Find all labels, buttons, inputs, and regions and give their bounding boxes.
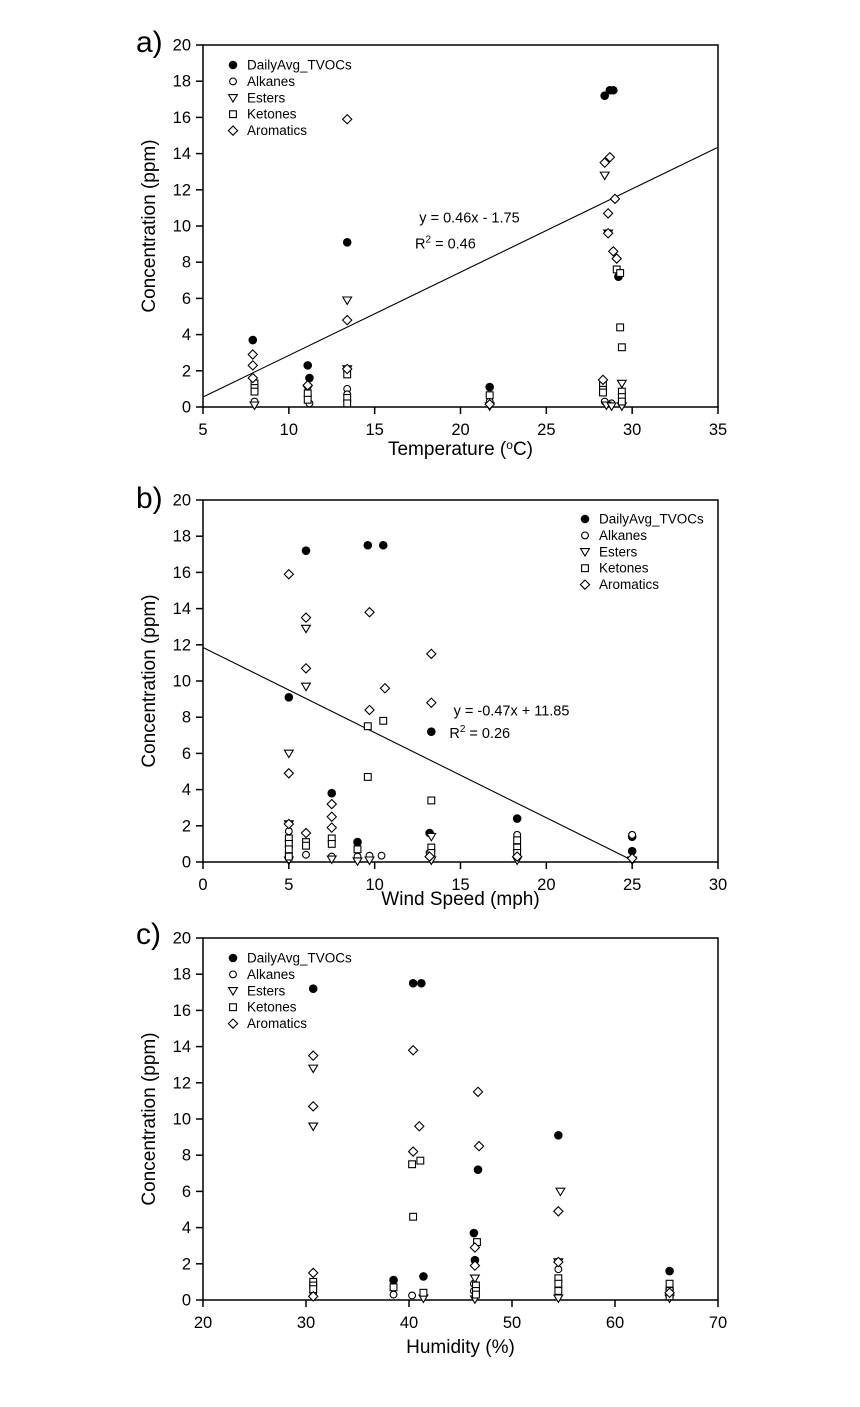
trendline-equation: y = -0.47x + 11.85 — [453, 703, 570, 720]
data-point — [617, 270, 624, 277]
data-point — [600, 172, 609, 179]
data-point — [554, 1295, 563, 1302]
data-point — [419, 1272, 428, 1281]
x-tick-label: 5 — [198, 421, 208, 439]
legend-label: Alkanes — [247, 966, 296, 982]
data-point — [415, 1122, 424, 1131]
x-axis-title-a-text: Temperature ( — [387, 439, 507, 460]
square-legend-icon — [230, 1004, 237, 1011]
data-point — [248, 350, 257, 359]
data-point — [600, 389, 607, 396]
y-tick-label: 6 — [181, 1182, 191, 1201]
y-tick-label: 14 — [172, 600, 191, 619]
data-point — [354, 846, 361, 853]
data-point — [420, 1289, 427, 1296]
series-esters — [250, 172, 626, 410]
y-tick-label: 16 — [172, 1001, 191, 1020]
data-point — [304, 396, 311, 403]
data-point — [364, 723, 371, 730]
y-tick-label: 12 — [172, 181, 191, 200]
data-point — [428, 797, 435, 804]
panel-a — [173, 37, 728, 440]
x-axis-title-a-unit: C) — [512, 439, 534, 460]
y-tick-label: 18 — [172, 72, 191, 91]
open-circle-legend-icon — [230, 78, 237, 85]
data-point — [353, 838, 362, 847]
y-tick-label: 20 — [172, 491, 191, 510]
panel-b — [173, 492, 728, 895]
y-tick-label: 4 — [181, 781, 191, 800]
x-tick-label: 50 — [502, 1314, 522, 1332]
y-tick-label: 8 — [181, 1146, 191, 1165]
data-point — [473, 1291, 480, 1298]
legend-label: Ketones — [247, 999, 297, 1015]
y-tick-label: 16 — [172, 563, 191, 582]
x-axis-title-a — [203, 438, 718, 462]
y-tick-label: 2 — [181, 1255, 191, 1274]
legend-label: Esters — [247, 90, 286, 106]
data-point — [427, 649, 436, 658]
data-point — [409, 1161, 416, 1168]
y-tick-label: 4 — [181, 326, 191, 345]
data-point — [618, 344, 625, 351]
y-axis-title-a: Concentration (ppm) — [139, 139, 160, 313]
data-point — [555, 1288, 562, 1295]
x-tick-label: 20 — [193, 1314, 213, 1332]
data-point — [301, 828, 310, 837]
y-tick-label: 2 — [181, 817, 191, 836]
data-point — [343, 316, 352, 325]
data-point — [284, 570, 293, 579]
y-axis-title-c: Concentration (ppm) — [139, 1032, 160, 1206]
data-point — [609, 86, 618, 95]
panel-a-letter: a) — [136, 26, 163, 59]
data-point — [409, 1147, 418, 1156]
data-point — [555, 1280, 562, 1287]
legend-label: DailyAvg_TVOCs — [599, 511, 704, 527]
data-point — [665, 1267, 674, 1276]
series-esters — [309, 1065, 674, 1303]
data-point — [328, 841, 335, 848]
data-point — [474, 1165, 483, 1174]
x-tick-label: 40 — [399, 1314, 419, 1332]
data-point — [409, 1292, 416, 1299]
x-axis-title-c — [203, 1336, 718, 1360]
data-point — [327, 789, 336, 798]
y-tick-label: 14 — [172, 1038, 191, 1057]
y-tick-label: 18 — [172, 965, 191, 984]
x-tick-label: 15 — [451, 876, 470, 894]
data-point — [248, 336, 257, 345]
data-point — [617, 324, 624, 331]
diamond-legend-icon — [228, 126, 237, 135]
data-point — [364, 774, 371, 781]
legend-label: Esters — [247, 983, 286, 999]
series-dailyavg-tvocs — [309, 979, 674, 1293]
data-point — [302, 625, 311, 632]
y-tick-label: 12 — [172, 1074, 191, 1093]
data-point — [410, 1213, 417, 1220]
y-tick-label: 8 — [181, 708, 191, 727]
data-point — [285, 853, 292, 860]
data-point — [365, 608, 374, 617]
legend-label: Aromatics — [599, 577, 660, 593]
legend-label: Aromatics — [247, 123, 308, 139]
x-tick-label: 5 — [284, 876, 294, 894]
x-axis-title-b — [203, 888, 718, 912]
x-tick-label: 30 — [622, 421, 642, 439]
data-point — [365, 857, 374, 864]
data-point — [390, 1284, 397, 1291]
x-tick-label: 15 — [365, 421, 384, 439]
panel-c-letter: c) — [136, 918, 161, 951]
series-aromatics — [309, 1046, 675, 1301]
y-tick-label: 20 — [172, 36, 191, 55]
data-point — [389, 1276, 398, 1285]
data-point — [554, 1207, 563, 1216]
legend-label: DailyAvg_TVOCs — [247, 57, 352, 73]
data-point — [409, 979, 418, 988]
x-tick-label: 0 — [198, 876, 208, 894]
trendline-equation: y = 0.46x - 1.75 — [419, 210, 520, 227]
r-squared-value: $R^2 = 0.26$ — [449, 724, 511, 743]
x-tick-label: 30 — [296, 1314, 316, 1332]
legend-label: Esters — [599, 544, 638, 560]
square-legend-icon — [582, 565, 589, 572]
x-axis-title-b-text: Wind Speed (mph) — [381, 889, 540, 910]
data-point — [327, 812, 336, 821]
data-point — [248, 361, 257, 370]
triangle-down-legend-icon — [229, 988, 238, 995]
data-point — [380, 717, 387, 724]
legend-label: Ketones — [599, 560, 649, 576]
diamond-legend-icon — [228, 1019, 237, 1028]
data-point — [390, 1291, 397, 1298]
data-point — [343, 115, 352, 124]
series-esters — [284, 625, 636, 865]
y-tick-label: 2 — [181, 362, 191, 381]
data-point — [303, 361, 312, 370]
data-point — [309, 1051, 318, 1060]
data-point — [604, 209, 613, 218]
y-tick-label: 0 — [181, 398, 191, 417]
data-point — [251, 388, 258, 395]
data-point — [305, 374, 314, 383]
data-point — [427, 833, 436, 840]
x-tick-label: 25 — [622, 876, 642, 894]
x-tick-label: 60 — [605, 1314, 625, 1332]
trend-line — [203, 147, 718, 397]
data-point — [365, 705, 374, 714]
data-point — [309, 984, 318, 993]
x-axis-title-c-text: Humidity (%) — [406, 1337, 515, 1358]
data-point — [284, 750, 293, 757]
diamond-legend-icon — [580, 580, 589, 589]
data-point — [513, 814, 522, 823]
x-tick-label: 30 — [708, 876, 728, 894]
trend-line — [203, 648, 636, 862]
y-tick-label: 12 — [172, 636, 191, 655]
x-tick-label: 20 — [537, 876, 556, 894]
filled-circle-legend-icon — [581, 515, 590, 524]
data-point — [409, 1046, 418, 1055]
data-point — [666, 1280, 673, 1287]
data-point — [304, 390, 311, 397]
y-tick-label: 18 — [172, 527, 191, 546]
panel-c — [173, 930, 728, 1333]
x-tick-label: 10 — [365, 876, 384, 894]
y-tick-label: 10 — [172, 217, 191, 236]
data-point — [285, 693, 294, 702]
data-point — [301, 664, 310, 673]
data-point — [554, 1131, 563, 1140]
y-tick-label: 8 — [181, 253, 191, 272]
legend-label: Aromatics — [247, 1016, 308, 1032]
data-point — [309, 1123, 318, 1130]
y-tick-label: 4 — [181, 1219, 191, 1238]
data-point — [485, 383, 494, 392]
data-point — [380, 684, 389, 693]
series-alkanes — [285, 828, 635, 860]
x-tick-label: 10 — [279, 421, 299, 439]
y-tick-label: 6 — [181, 744, 191, 763]
data-point — [285, 846, 292, 853]
y-axis-title-b: Concentration (ppm) — [139, 594, 160, 768]
data-point — [473, 1087, 482, 1096]
data-point — [309, 1102, 318, 1111]
data-point — [301, 613, 310, 622]
data-point — [474, 1142, 483, 1151]
data-point — [378, 852, 385, 859]
data-point — [486, 392, 493, 399]
open-circle-legend-icon — [230, 971, 237, 978]
x-tick-label: 35 — [708, 421, 728, 439]
data-point — [618, 398, 625, 405]
y-tick-label: 14 — [172, 145, 191, 164]
data-point — [617, 380, 626, 387]
x-axis-title-a-superscript: o — [506, 438, 513, 452]
data-point — [379, 541, 388, 550]
data-point — [427, 727, 436, 736]
data-point — [343, 297, 352, 304]
data-point — [417, 1157, 424, 1164]
y-tick-label: 0 — [181, 853, 191, 872]
data-point — [302, 546, 311, 555]
y-tick-label: 10 — [172, 672, 191, 691]
data-point — [343, 238, 352, 247]
data-point — [284, 769, 293, 778]
plot-area-border — [203, 500, 718, 862]
y-tick-label: 16 — [172, 108, 191, 127]
data-point — [303, 851, 310, 858]
data-point — [417, 979, 426, 988]
r-squared-value: $R^2 = 0.46$ — [415, 234, 476, 253]
series-alkanes — [310, 1266, 673, 1299]
panel-b-letter: b) — [136, 482, 163, 515]
data-point — [629, 831, 636, 838]
data-point — [556, 1188, 565, 1195]
triangle-down-legend-icon — [229, 95, 238, 102]
data-point — [327, 823, 336, 832]
filled-circle-legend-icon — [229, 954, 238, 963]
x-tick-label: 25 — [537, 421, 556, 439]
y-tick-label: 10 — [172, 1110, 191, 1129]
x-tick-label: 20 — [451, 421, 470, 439]
data-point — [250, 402, 259, 409]
y-tick-label: 20 — [172, 929, 191, 948]
data-point — [344, 400, 351, 407]
filled-circle-legend-icon — [229, 61, 238, 70]
data-point — [470, 1229, 479, 1238]
series-ketones — [310, 1157, 673, 1300]
y-tick-label: 0 — [181, 1291, 191, 1310]
legend-label: Alkanes — [247, 73, 296, 89]
square-legend-icon — [230, 111, 237, 118]
legend-label: Alkanes — [599, 527, 648, 543]
data-point — [303, 842, 310, 849]
legend-label: Ketones — [247, 106, 297, 122]
data-point — [514, 837, 521, 844]
triangle-down-legend-icon — [581, 549, 590, 556]
data-point — [309, 1268, 318, 1277]
data-point — [427, 698, 436, 707]
open-circle-legend-icon — [582, 532, 589, 539]
data-point — [302, 683, 311, 690]
data-point — [327, 799, 336, 808]
legend-label: DailyAvg_TVOCs — [247, 950, 352, 966]
data-point — [364, 541, 373, 550]
data-point — [309, 1065, 318, 1072]
y-tick-label: 6 — [181, 289, 191, 308]
x-tick-label: 70 — [708, 1314, 728, 1332]
